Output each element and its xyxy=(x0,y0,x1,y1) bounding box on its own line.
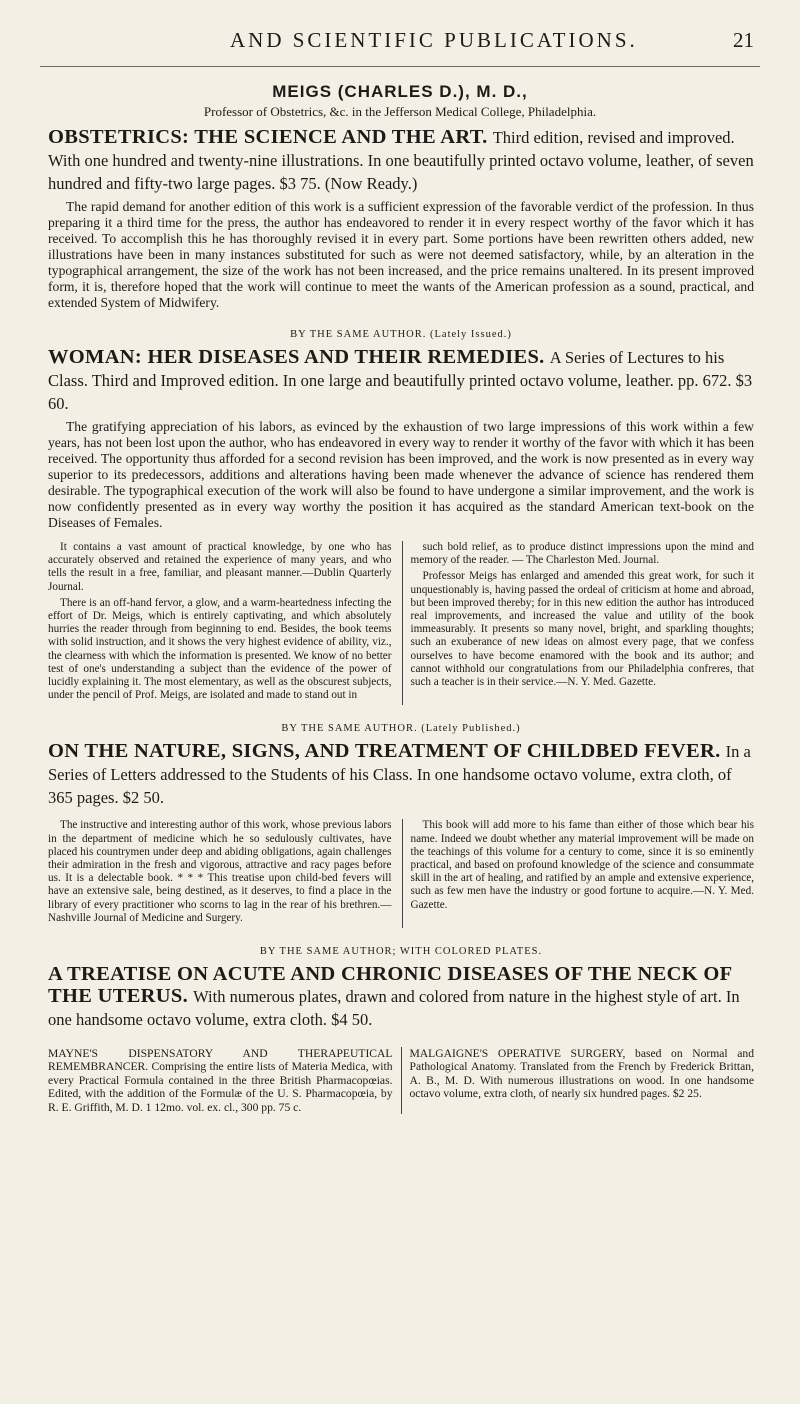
review-paragraph: This book will add more to his fame than either of those which bear his name. Indeed we doubt whether any material improvement will be made on the teachings of this volume for a century to come, since it is so eminently practical, and based on profound knowledge of the science and consummate skill in the art of healing, and ratified by an ample and extensive experience, such as few men have the industry or good fortune to acquire.—N. Y. Med. Gazette. xyxy=(410,819,754,911)
review-paragraph: There is an off-hand fervor, a glow, and a warm-heartedness infecting the effort of Dr. Meigs, which is entirely captivating, and which absolutely hurries the reader through from beginning to end. Besides, the book teems with solid instruction, and it shows the very highest evidence of ability, viz., the clearness with which the information is presented. We know of no better test of one's understanding a subject than the evidence of the power of lucidly explaining it. The most elementary, as well as the obscurest subjects, under the pencil of Prof. Meigs, are isolated and made to stand out in xyxy=(48,596,392,702)
neck-entry xyxy=(48,963,754,1031)
author-affiliation: Professor of Obstetrics, &c. in the Jefferson Medical College, Philadelphia. xyxy=(203,104,597,119)
neck-details: With numerous plates, drawn and colored from nature in the highest style of art. In one handsome octavo volume, extra cloth. $4 50. xyxy=(48,987,740,1030)
neck-by-line: BY THE SAME AUTHOR; WITH COLORED PLATES. xyxy=(259,946,543,958)
woman-reviews-left xyxy=(48,541,402,705)
woman-paragraph: The gratifying appreciation of his labors, as evinced by the exhaustion of two large impressions of this work within a few years, has not been lost upon the author, who has endeavored in every way to render it worthy of the favor with which it has been received. The opportunity thus afforded for a second revision has been improved, and the work is now presented as in every way superior to its predecessors, additions and alterations having been made whenever the advance of science has rendered them desirable. The typographical execution of the work will also be found to have undergone a similar improvement, and the work is now confidently presented as in every way worthy the position it has acquired as the standard American text-book on the Diseases of Females. xyxy=(48,419,754,530)
review-paragraph: It contains a vast amount of practical knowledge, by one who has accurately observed and retained the experience of many years, and who tells the result in a free, familiar, and pleasant manner.—Dublin Quarterly Journal. xyxy=(48,541,392,593)
childbed-reviews xyxy=(48,819,754,928)
childbed-details: In a Series of Letters addressed to the Students of his Class. In one handsome octavo volume, extra cloth, of 365 pages. $2 50. xyxy=(48,742,751,808)
woman-title: WOMAN: HER DISEASES AND THEIR REMEDIES. xyxy=(48,346,545,368)
author-name: MEIGS (CHARLES D.), M. D., xyxy=(272,82,528,101)
woman-details: A Series of Lectures to his Class. Third and Improved edition. In one large and beautifully printed octavo volume, leather. pp. 672. $3 60. xyxy=(48,348,753,413)
header-rule xyxy=(40,66,760,67)
woman-entry xyxy=(48,346,754,415)
obstetrics-paragraph: The rapid demand for another edition of this work is a sufficient expression of the favorable verdict of the profession. In thus preparing it a third time for the press, the author has endeavored to render it in every respect worthy of the favor which it has received. To accomplish this he has thoroughly revised it in every part. Some portions have been rewritten others added, new illustrations have been in many instances substituted for such as were not deemed satisfactory, while, by an alteration in the typographical arrangement, the size of the work has not been increased, and the price remains unaltered. In its present improved form, it is, therefore hoped that the work will continue to meet the wants of the American profession as a sound, practical, and extended System of Midwifery. xyxy=(48,199,754,310)
neck-title: A TREATISE ON ACUTE AND CHRONIC DISEASES OF THE NECK OF THE UTERUS. xyxy=(48,963,732,1008)
running-head-title: AND SCIENTIFIC PUBLICATIONS. xyxy=(230,28,638,52)
running-head xyxy=(0,28,800,58)
woman-reviews xyxy=(48,541,754,705)
review-paragraph: such bold relief, as to produce distinct impressions upon the mind and memory of the reader. — The Charleston Med. Journal. xyxy=(410,541,754,567)
content xyxy=(48,126,754,1114)
childbed-title: ON THE NATURE, SIGNS, AND TREATMENT OF CHILDBED FEVER. xyxy=(48,740,721,763)
bottom-listings xyxy=(48,1047,754,1114)
obstetrics-entry xyxy=(48,126,754,195)
page-number: 21 xyxy=(733,28,754,52)
woman-reviews-right xyxy=(402,541,755,705)
malgaigne-listing: MALGAIGNE'S OPERATIVE SURGERY, based on Normal and Pathological Anatomy. Translated from the French by Frederick Brittan, A. B., M. D. With numerous illustrations on wood. In one handsome octavo volume, extra cloth, of nearly six hundred pages. $2 25. xyxy=(401,1047,755,1114)
childbed-reviews-right xyxy=(402,819,755,928)
woman-by-line: BY THE SAME AUTHOR. (Lately Issued.) xyxy=(290,329,512,340)
obstetrics-title: OBSTETRICS: THE SCIENCE AND THE ART. xyxy=(48,126,488,148)
childbed-by-line: BY THE SAME AUTHOR. (Lately Published.) xyxy=(281,723,521,735)
mayne-listing: MAYNE'S DISPENSATORY AND THERAPEUTICAL REMEMBRANCER. Comprising the entire lists of Materia Medica, with every Practical Formula contained in the three British Pharmacopœias. Edited, with the addition of the Formulæ of the U. S. Pharmacopœia, by R. E. Griffith, M. D. 1 12mo. vol. ex. cl., 300 pp. 75 c. xyxy=(48,1047,393,1114)
review-paragraph: Professor Meigs has enlarged and amended this great work, for such it unquestionably is, having passed the ordeal of criticism at home and abroad, but been improved thereby; for in this new edition the author has introduced real improvements, and increased the value and utility of the book immeasurably. It presents so many novel, bright, and sparkling thoughts; such an exuberance of new ideas on almost every page, that we confess ourselves to have become enamored with the book and its author; and cannot withhold our congratulations from our Philadelphia confreres, that such a teacher is in their service.—N. Y. Med. Gazette. xyxy=(410,570,754,689)
childbed-entry xyxy=(48,740,754,809)
review-paragraph: The instructive and interesting author of this work, whose previous labors in the department of medicine which he so sedulously cultivates, have placed his countrymen under deep and abiding obligations, again challenges their admiration in the fresh and vigorous, attractive and racy pages before us. It is a delectable book. * * * This treatise upon child-bed fevers will have an extensive sale, being destined, as it deserves, to find a place in the library of every practitioner who scorns to lag in the rear of his brethren.—Nashville Journal of Medicine and Surgery. xyxy=(48,819,392,924)
childbed-reviews-left xyxy=(48,819,402,928)
obstetrics-details: Third edition, revised and improved. With one hundred and twenty-nine illustrations. In one beautifully printed octavo volume, leather, of seven hundred and fifty-two large pages. $3 75. (Now Ready.) xyxy=(48,128,754,193)
